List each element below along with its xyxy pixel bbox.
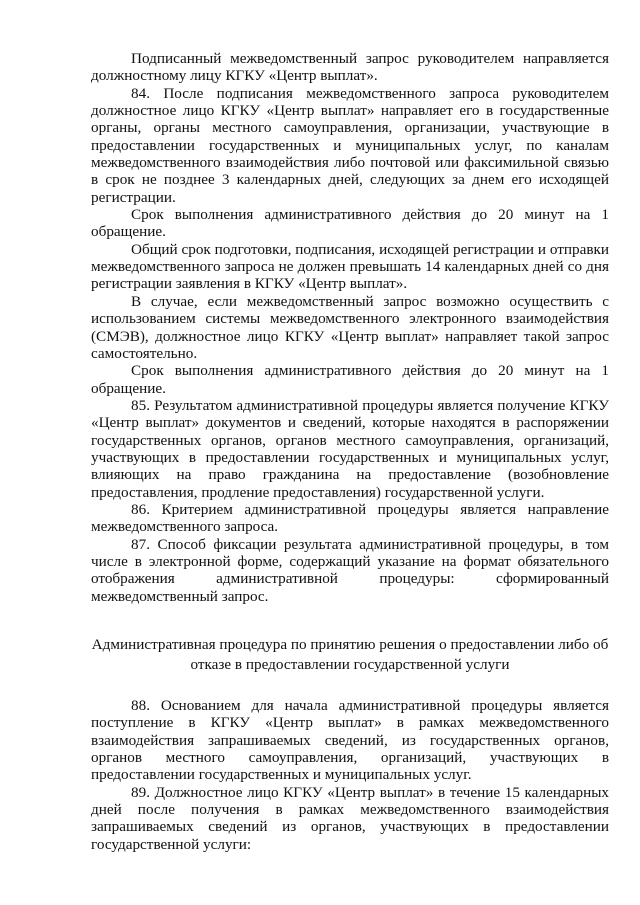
paragraph-84: 84. После подписания межведомственного запроса руководителем должностное лицо КГКУ «Центр выплат» направляет его в государственные органы, органы местного самоуправления, организации, участвующие в предоставлении государственных и муниципальных услуг, по каналам межведомственного взаимодействия либо почтовой или факсимильной связью в срок не позднее 3 календарных дней, следующих за днем его исходящей регистрации.	[91, 84, 609, 206]
paragraph-87: 87. Способ фиксации результата административной процедуры, в том числе в электронной форме, содержащий указание на формат обязательного отображения административной процедуры: сформированный межведомственный запрос.	[91, 535, 609, 605]
section-heading	[88, 635, 612, 675]
paragraph-88: 88. Основанием для начала административной процедуры является поступление в КГКУ «Центр выплат» в рамках межведомственного взаимодействия запрашиваемых сведений, из государственных органов, органов местного самоуправления, организаций, участвующих в предоставлении государственных и муниципальных услуг.	[91, 697, 609, 784]
section-heading-line2: отказе в предоставлении государственной услуги	[190, 656, 510, 673]
paragraph-85: 85. Результатом административной процедуры является получение КГКУ «Центр выплат» документов и сведений, которые находятся в распоряжении государственных органов, органов местного самоуправления, организаций, участвующих в предоставлении государственных и муниципальных услуг, влияющих на право гражданина на предоставление (возобновление предоставления, продление предоставления) государственной услуги.	[91, 396, 609, 501]
paragraph-89: 89. Должностное лицо КГКУ «Центр выплат» в течение 15 календарных дней после получения в рамках межведомственного взаимодействия запрашиваемых сведений из органов, участвующих в предоставлении государственной услуги:	[91, 783, 609, 853]
paragraph-smev: В случае, если межведомственный запрос возможно осуществить с использованием системы межведомственного электронного взаимодействия (СМЭВ), должностное лицо КГКУ «Центр выплат» направляет такой запрос самостоятельно.	[91, 292, 609, 362]
section-heading-line1: Административная процедура по принятию решения о предоставлении либо об	[91, 636, 609, 653]
paragraph-deadline-1: Срок выполнения административного действия до 20 минут на 1 обращение.	[91, 206, 609, 241]
paragraph-total-deadline: Общий срок подготовки, подписания, исходящей регистрации и отправки межведомственного запроса не должен превышать 14 календарных дней со дня регистрации заявления в КГКУ «Центр выплат».	[91, 240, 609, 293]
paragraph-86: 86. Критерием административной процедуры является направление межведомственного запроса.	[91, 500, 609, 536]
paragraph-signed-request: Подписанный межведомственный запрос руководителем направляется должностному лицу КГКУ «Центр выплат».	[91, 50, 609, 85]
paragraph-deadline-2: Срок выполнения административного действия до 20 минут на 1 обращение.	[91, 362, 609, 397]
